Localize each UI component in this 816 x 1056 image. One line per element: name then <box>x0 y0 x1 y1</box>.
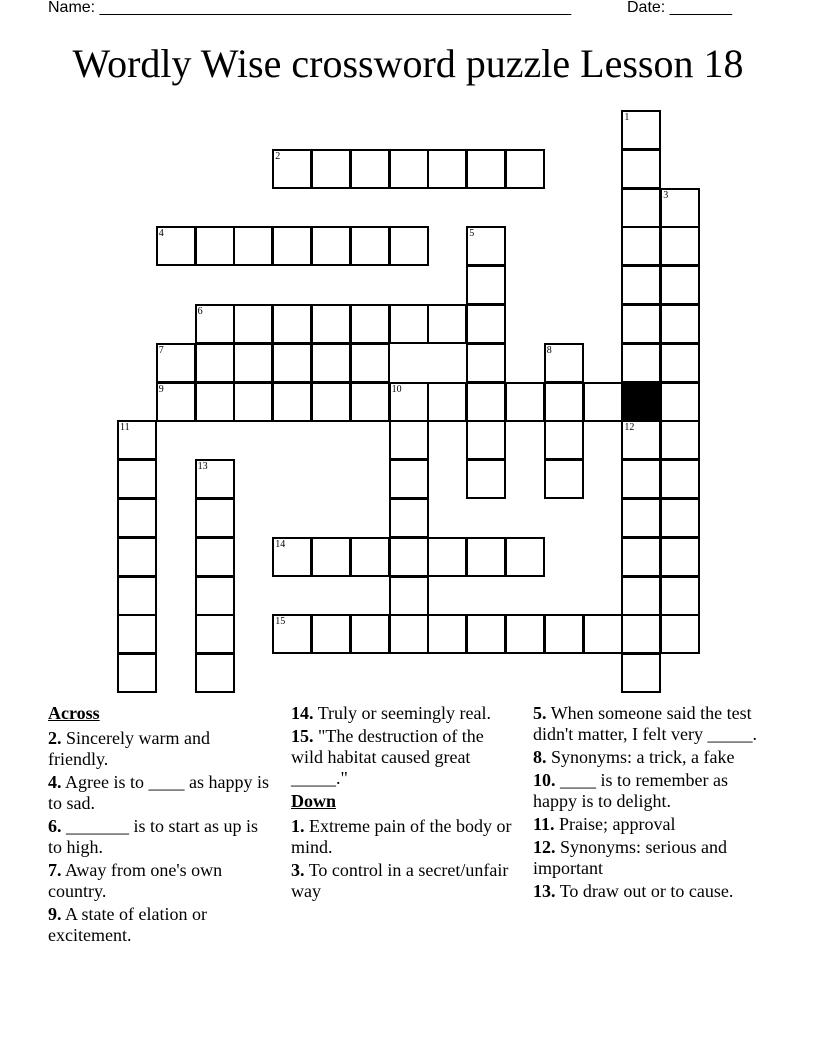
grid-cell[interactable] <box>350 226 390 266</box>
clue-text: Truly or seemingly real. <box>317 703 491 723</box>
clue-number: 10. <box>533 770 556 790</box>
grid-cell[interactable] <box>389 614 429 654</box>
grid-cell[interactable] <box>583 614 623 654</box>
grid-cell[interactable] <box>195 343 235 383</box>
clue-text: Synonyms: serious and important <box>533 837 728 878</box>
name-field-label: Name: _____________________________________________________ <box>48 0 572 16</box>
clue-across-2 <box>48 728 273 770</box>
clue-text: Synonyms: a trick, a fake <box>551 747 735 767</box>
grid-cell[interactable] <box>195 576 235 616</box>
clue-number-label: 10 <box>391 383 402 395</box>
grid-cell[interactable] <box>195 614 235 654</box>
grid-cell[interactable] <box>660 343 700 383</box>
clue-column-2 <box>291 703 516 904</box>
grid-cell[interactable] <box>117 614 157 654</box>
grid-cell[interactable] <box>389 149 429 189</box>
grid-cell[interactable] <box>233 343 273 383</box>
grid-cell[interactable] <box>621 459 661 499</box>
clue-column-1 <box>48 703 273 948</box>
grid-cell[interactable] <box>544 420 584 460</box>
grid-cell[interactable] <box>195 226 235 266</box>
clue-number-label: 14 <box>275 538 286 550</box>
grid-cell[interactable] <box>350 149 390 189</box>
grid-cell[interactable] <box>466 420 506 460</box>
grid-cell[interactable] <box>621 343 661 383</box>
grid-cell[interactable] <box>311 149 351 189</box>
clue-number: 11. <box>533 814 555 834</box>
clue-text: Away from one's own country. <box>48 860 223 901</box>
grid-cell[interactable] <box>350 537 390 577</box>
grid-cell[interactable] <box>311 382 351 422</box>
grid-cell[interactable] <box>505 614 545 654</box>
grid-cell[interactable] <box>466 343 506 383</box>
clue-number: 12. <box>533 837 556 857</box>
grid-cell[interactable] <box>311 304 351 344</box>
clue-down-1 <box>291 816 516 858</box>
clue-number-label: 12 <box>624 422 635 434</box>
grid-cell[interactable] <box>350 343 390 383</box>
grid-cell[interactable] <box>505 382 545 422</box>
clue-column-3 <box>533 703 763 904</box>
grid-cell[interactable] <box>466 537 506 577</box>
clue-number: 7. <box>48 860 62 880</box>
clue-number: 5. <box>533 703 547 723</box>
grid-cell[interactable] <box>233 226 273 266</box>
grid-cell[interactable] <box>350 304 390 344</box>
grid-cell[interactable] <box>427 149 467 189</box>
grid-cell[interactable] <box>272 382 312 422</box>
date-field-label: Date: _______ <box>627 0 732 16</box>
grid-cell[interactable] <box>660 459 700 499</box>
grid-cell[interactable] <box>117 498 157 538</box>
grid-cell[interactable] <box>466 614 506 654</box>
grid-cell[interactable] <box>466 382 506 422</box>
clue-number-label: 2 <box>275 150 281 162</box>
grid-cell[interactable] <box>350 614 390 654</box>
grid-cell[interactable] <box>621 304 661 344</box>
clue-text: To control in a secret/unfair way <box>291 860 509 901</box>
clue-across-9 <box>48 904 273 946</box>
clue-down-10 <box>533 770 763 812</box>
clue-across-15 <box>291 726 516 789</box>
grid-cell[interactable] <box>427 304 467 344</box>
grid-cell[interactable] <box>621 265 661 305</box>
grid-cell[interactable] <box>389 537 429 577</box>
grid-cell[interactable] <box>233 304 273 344</box>
clue-number-label: 6 <box>197 306 203 317</box>
grid-cell[interactable] <box>621 226 661 266</box>
down-heading: Down <box>291 791 337 811</box>
grid-cell[interactable] <box>466 265 506 305</box>
grid-cell[interactable] <box>544 382 584 422</box>
grid-cell[interactable] <box>195 498 235 538</box>
grid-cell[interactable] <box>544 459 584 499</box>
clue-number-label: 7 <box>158 344 164 356</box>
grid-cell[interactable] <box>583 382 623 422</box>
grid-cell[interactable] <box>117 576 157 616</box>
grid-cell[interactable] <box>117 459 157 499</box>
grid-cell[interactable] <box>505 149 545 189</box>
grid-cell[interactable] <box>466 149 506 189</box>
clue-number-label: 5 <box>469 228 475 240</box>
clue-number: 15. <box>291 726 314 746</box>
grid-cell[interactable] <box>311 226 351 266</box>
grid-cell[interactable] <box>466 459 506 499</box>
grid-cell[interactable] <box>195 653 235 693</box>
grid-cell[interactable] <box>660 537 700 577</box>
grid-cell[interactable] <box>389 459 429 499</box>
grid-cell[interactable] <box>389 226 429 266</box>
grid-cell[interactable] <box>660 576 700 616</box>
clue-down-8 <box>533 747 763 768</box>
clue-text: A state of elation or excitement. <box>48 904 207 945</box>
grid-cell[interactable] <box>311 614 351 654</box>
clue-number: 2. <box>48 728 62 748</box>
grid-cell[interactable] <box>544 614 584 654</box>
grid-cell[interactable] <box>621 614 661 654</box>
across-heading: Across <box>48 703 100 723</box>
clue-down-13 <box>533 881 763 902</box>
clue-text: Sincerely warm and friendly. <box>48 728 210 769</box>
clue-number: 8. <box>533 747 547 767</box>
grid-cell[interactable] <box>621 537 661 577</box>
grid-cell[interactable] <box>621 498 661 538</box>
clue-text: When someone said the test didn't matter, I felt very _____. <box>533 703 757 744</box>
grid-cell[interactable] <box>621 188 661 228</box>
grid-cell[interactable] <box>195 537 235 577</box>
grid-cell[interactable] <box>660 420 700 460</box>
clue-number: 14. <box>291 703 314 723</box>
grid-cell[interactable] <box>117 537 157 577</box>
clue-number: 1. <box>291 816 305 836</box>
grid-cell[interactable] <box>505 537 545 577</box>
clue-number-label: 15 <box>275 616 286 628</box>
grid-cell[interactable] <box>272 304 312 344</box>
grid-cell[interactable] <box>350 382 390 422</box>
grid-cell[interactable] <box>311 343 351 383</box>
grid-cell[interactable] <box>660 265 700 305</box>
grid-cell[interactable] <box>660 382 700 422</box>
clue-text: "The destruction of the wild habitat caused great _____." <box>291 726 484 788</box>
grid-cell[interactable] <box>660 226 700 266</box>
grid-cell[interactable] <box>272 343 312 383</box>
clue-text: Praise; approval <box>559 814 676 834</box>
clue-text: ____ is to remember as happy is to delight. <box>533 770 728 811</box>
grid-cell[interactable] <box>427 614 467 654</box>
grid-cell[interactable] <box>389 304 429 344</box>
clue-text: _______ is to start as up is to high. <box>48 816 258 857</box>
grid-cell[interactable] <box>272 226 312 266</box>
clue-down-12 <box>533 837 763 879</box>
grid-cell[interactable] <box>621 576 661 616</box>
page-title: Wordly Wise crossword puzzle Lesson 18 <box>72 41 744 86</box>
clue-text: To draw out or to cause. <box>559 881 734 901</box>
clue-number: 6. <box>48 816 62 836</box>
grid-cell[interactable] <box>311 537 351 577</box>
clue-across-14 <box>291 703 516 724</box>
grid-cell[interactable] <box>117 653 157 693</box>
grid-cell[interactable] <box>389 498 429 538</box>
clue-down-3 <box>291 860 516 902</box>
grid-cell[interactable] <box>621 149 661 189</box>
clue-number-label: 13 <box>197 461 208 473</box>
grid-cell[interactable] <box>233 382 273 422</box>
clue-across-4 <box>48 772 273 814</box>
grid-cell[interactable] <box>466 304 506 344</box>
clue-down-11 <box>533 814 763 835</box>
grid-cell[interactable] <box>660 304 700 344</box>
grid-cell[interactable] <box>427 537 467 577</box>
clue-down-5 <box>533 703 763 745</box>
clue-number-label: 3 <box>663 189 669 201</box>
clue-text: Agree is to ____ as happy is to sad. <box>48 772 269 813</box>
grid-cell[interactable] <box>621 653 661 693</box>
clue-across-6 <box>48 816 273 858</box>
grid-cell[interactable] <box>660 498 700 538</box>
shaded-cell <box>621 382 661 422</box>
grid-cell[interactable] <box>427 382 467 422</box>
grid-cell[interactable] <box>389 420 429 460</box>
clue-number-label: 4 <box>158 228 164 240</box>
clue-number: 9. <box>48 904 62 924</box>
clue-number-label: 9 <box>158 383 164 395</box>
clue-number: 4. <box>48 772 62 792</box>
clue-number-label: 11 <box>120 422 130 434</box>
clue-number-label: 1 <box>624 112 630 123</box>
grid-cell[interactable] <box>660 614 700 654</box>
clue-number-label: 8 <box>546 344 552 356</box>
clue-number: 13. <box>533 881 556 901</box>
grid-cell[interactable] <box>195 382 235 422</box>
clue-number: 3. <box>291 860 305 880</box>
grid-cell[interactable] <box>389 576 429 616</box>
clue-across-7 <box>48 860 273 902</box>
clue-text: Extreme pain of the body or mind. <box>291 816 512 857</box>
